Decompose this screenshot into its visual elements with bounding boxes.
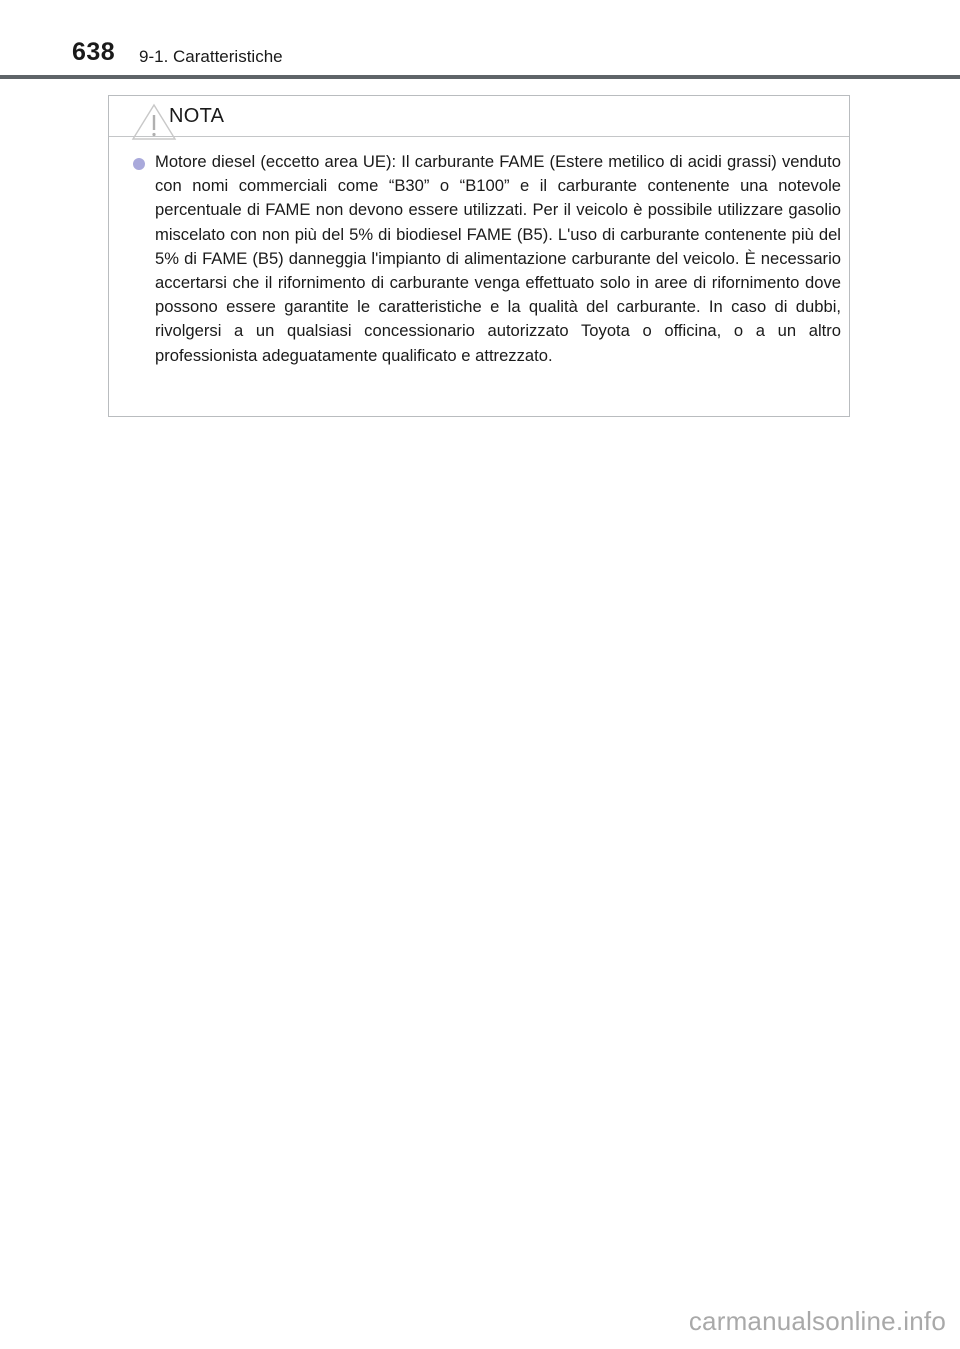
note-box [108,95,850,417]
page-number: 638 [72,38,116,66]
section-title: 9-1. Caratteristiche [139,47,283,66]
header-divider [0,75,960,79]
list-item [131,150,841,368]
note-title: NOTA [169,105,225,127]
note-text: Motore diesel (eccetto area UE): Il carburante FAME (Estere metilico di acidi grassi) venduto con nomi commerciali come “B30” o “B100” e il carburante contenente una notevole percentuale di FAME non devono essere utilizzati. Per il veicolo è possibile utilizzare gasolio miscelato con non più del 5% di biodiesel FAME (B5). L'uso di carburante contenente più del 5% di FAME (B5) danneggia l'impianto di alimentazione carburante del veicolo. È necessario accertarsi che il rifornimento di carburante venga effettuato solo in aree di rifornimento dove possono essere garantite le caratteristiche e la qualità del carburante. In caso di dubbi, rivolgersi a un qualsiasi concessionario autorizzato Toyota o officina, o a un altro professionista adeguatamente qualificato e attrezzato. [155,152,841,365]
note-body [131,150,841,368]
bullet-icon [133,158,145,170]
page-header [0,0,960,80]
note-header [109,96,849,137]
watermark-text: carmanualsonline.info [688,1306,946,1336]
